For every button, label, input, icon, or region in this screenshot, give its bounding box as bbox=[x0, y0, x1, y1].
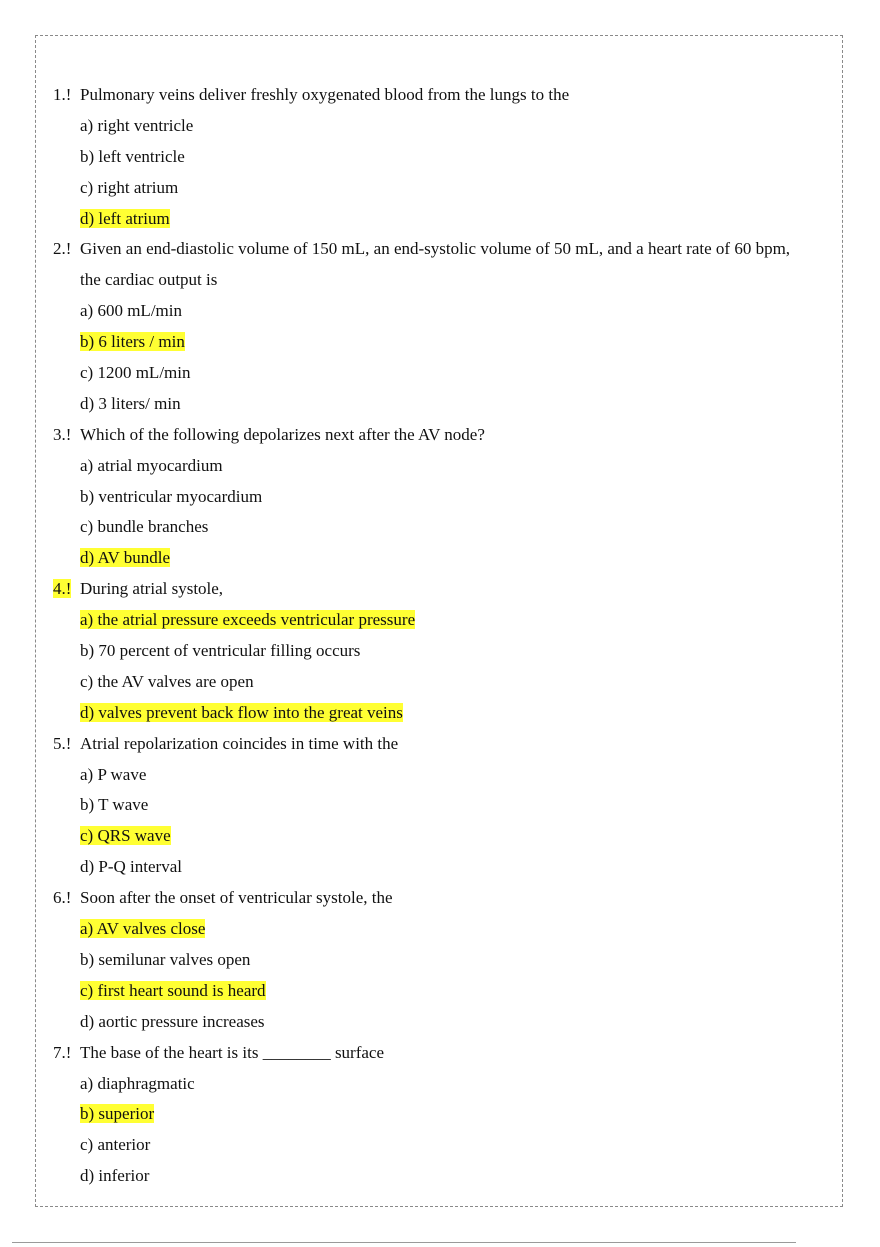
answer-option-text: c) right atrium bbox=[80, 177, 179, 197]
question-line bbox=[53, 420, 833, 451]
answer-option-highlighted-text: c) QRS wave bbox=[80, 826, 171, 846]
question-block bbox=[53, 729, 833, 883]
answer-option-highlighted-text: d) AV bundle bbox=[80, 548, 171, 568]
answer-option bbox=[53, 204, 833, 235]
answer-option-text: d) inferior bbox=[80, 1166, 150, 1186]
question-number-cell bbox=[53, 574, 80, 605]
answer-option-highlighted-text: a) the atrial pressure exceeds ventricular pressure bbox=[80, 610, 416, 630]
answer-option bbox=[53, 482, 833, 513]
question-number-cell bbox=[53, 234, 80, 265]
answer-option bbox=[53, 1130, 833, 1161]
question-number-cell bbox=[53, 1038, 80, 1069]
answer-option bbox=[53, 173, 833, 204]
question-text: Given an end-diastolic volume of 150 mL, an end-systolic volume of 50 mL, and a heart rate of 60 bpm, bbox=[80, 239, 791, 259]
question-text: Which of the following depolarizes next after the AV node? bbox=[80, 424, 485, 444]
answer-option bbox=[53, 976, 833, 1007]
question-block bbox=[53, 420, 833, 574]
answer-option bbox=[53, 543, 833, 574]
answer-option bbox=[53, 1161, 833, 1192]
question-block bbox=[53, 234, 833, 419]
answer-option bbox=[53, 512, 833, 543]
question-block bbox=[53, 883, 833, 1037]
answer-option-highlighted-text: d) valves prevent back flow into the great veins bbox=[80, 702, 403, 722]
answer-option-text: a) right ventricle bbox=[80, 115, 194, 135]
answer-option bbox=[53, 1099, 833, 1130]
question-number-cell bbox=[53, 883, 80, 914]
question-line bbox=[53, 883, 833, 914]
answer-option-text: a) diaphragmatic bbox=[80, 1073, 195, 1093]
answer-option-text: a) 600 mL/min bbox=[80, 301, 182, 321]
question-number: 7.! bbox=[53, 1042, 72, 1062]
question-line bbox=[53, 80, 833, 111]
answer-option-text: b) 70 percent of ventricular filling occurs bbox=[80, 641, 361, 661]
answer-option bbox=[53, 142, 833, 173]
answer-option-text: d) aortic pressure increases bbox=[80, 1011, 265, 1031]
answer-option-text: d) 3 liters/ min bbox=[80, 393, 181, 413]
answer-option-text: b) T wave bbox=[80, 795, 149, 815]
answer-option-text: c) 1200 mL/min bbox=[80, 363, 191, 383]
question-number: 6.! bbox=[53, 888, 72, 908]
answer-option-highlighted-text: d) left atrium bbox=[80, 208, 170, 228]
question-number-cell bbox=[53, 80, 80, 111]
answer-option-text: a) P wave bbox=[80, 764, 147, 784]
answer-option bbox=[53, 327, 833, 358]
answer-option-highlighted-text: b) 6 liters / min bbox=[80, 332, 185, 352]
question-text: Soon after the onset of ventricular systole, the bbox=[80, 888, 393, 908]
question-number-cell bbox=[53, 729, 80, 760]
answer-option bbox=[53, 1069, 833, 1100]
question-number: 4.! bbox=[53, 579, 72, 599]
question-text: Atrial repolarization coincides in time with the bbox=[80, 733, 399, 753]
answer-option bbox=[53, 605, 833, 636]
answer-option bbox=[53, 451, 833, 482]
answer-option bbox=[53, 636, 833, 667]
answer-option bbox=[53, 852, 833, 883]
answer-option bbox=[53, 667, 833, 698]
question-text-continued: the cardiac output is bbox=[80, 270, 218, 290]
answer-option-highlighted-text: a) AV valves close bbox=[80, 919, 206, 939]
question-number: 5.! bbox=[53, 733, 72, 753]
answer-option-text: b) semilunar valves open bbox=[80, 949, 251, 969]
question-number: 2.! bbox=[53, 239, 72, 259]
question-number: 3.! bbox=[53, 424, 72, 444]
answer-option-text: c) bundle branches bbox=[80, 517, 209, 537]
answer-option-text: d) P-Q interval bbox=[80, 857, 182, 877]
answer-option bbox=[53, 698, 833, 729]
answer-option bbox=[53, 821, 833, 852]
question-line bbox=[53, 1038, 833, 1069]
question-line bbox=[53, 729, 833, 760]
question-text: Pulmonary veins deliver freshly oxygenated blood from the lungs to the bbox=[80, 85, 570, 104]
answer-option bbox=[53, 358, 833, 389]
question-number-cell bbox=[53, 420, 80, 451]
question-number: 1.! bbox=[53, 85, 72, 104]
question-block bbox=[53, 80, 833, 234]
answer-option bbox=[53, 296, 833, 327]
question-text: During atrial systole, bbox=[80, 579, 224, 599]
answer-option-text: c) anterior bbox=[80, 1135, 151, 1155]
answer-option bbox=[53, 760, 833, 791]
answer-option bbox=[53, 790, 833, 821]
answer-option-text: b) left ventricle bbox=[80, 146, 185, 166]
answer-option bbox=[53, 914, 833, 945]
question-text: The base of the heart is its ________ surface bbox=[80, 1042, 385, 1062]
answer-option-highlighted-text: c) first heart sound is heard bbox=[80, 980, 266, 1000]
answer-option-text: b) ventricular myocardium bbox=[80, 486, 263, 506]
question-line bbox=[53, 574, 833, 605]
question-block bbox=[53, 574, 833, 728]
answer-option-text: c) the AV valves are open bbox=[80, 671, 254, 691]
answer-option-text: a) atrial myocardium bbox=[80, 455, 223, 475]
answer-option bbox=[53, 1007, 833, 1038]
question-line bbox=[53, 234, 833, 265]
quiz-list bbox=[53, 80, 833, 1192]
answer-option bbox=[53, 111, 833, 142]
footer-divider bbox=[12, 1242, 796, 1243]
answer-option bbox=[53, 389, 833, 420]
question-block bbox=[53, 1038, 833, 1192]
answer-option-highlighted-text: b) superior bbox=[80, 1104, 155, 1124]
answer-option bbox=[53, 945, 833, 976]
